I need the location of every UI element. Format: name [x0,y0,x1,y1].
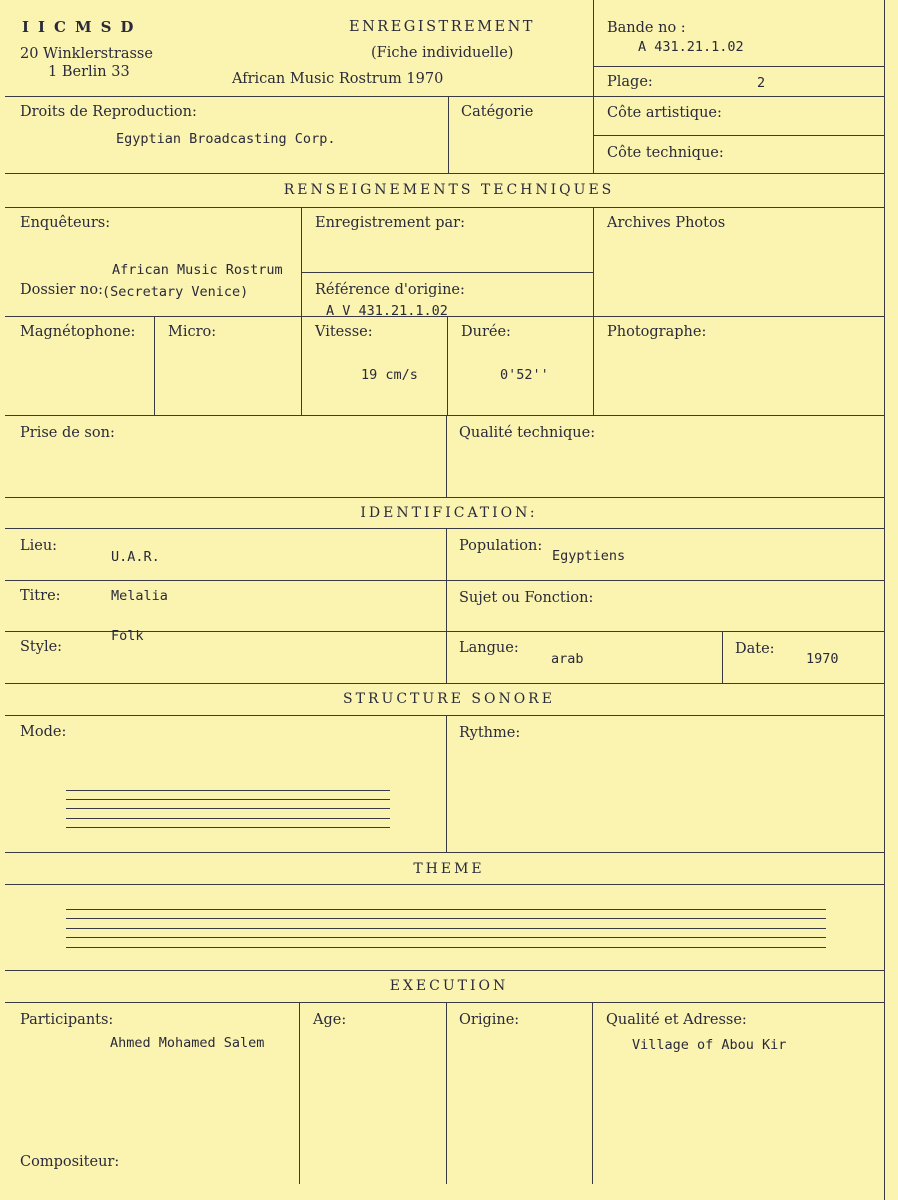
mode-staff-line-3 [66,808,390,809]
photographe-label: Photographe: [607,324,707,340]
tech-divider-1 [301,207,302,316]
mode-label: Mode: [20,724,67,740]
origine-label: Origine: [459,1012,520,1028]
theme-staff-line-3 [66,928,826,929]
execution-divider-2 [446,1002,447,1184]
vitesse-label: Vitesse: [315,324,373,340]
cote-artistique-label: Côte artistique: [607,105,722,121]
bande-value: A 431.21.1.02 [638,39,744,55]
execution-top-line [5,970,884,971]
duree-divider [447,316,448,415]
prise-divider [446,415,447,497]
langue-value: arab [551,651,584,667]
execution-heading: EXECUTION [389,978,509,994]
bande-label: Bande no : [607,20,686,36]
enregistrement-par-label: Enregistrement par: [315,215,465,231]
micro-label: Micro: [168,324,217,340]
address-line-2: 1 Berlin 33 [48,64,130,80]
structure-heading-line [5,715,884,716]
date-value: 1970 [806,651,839,667]
plage-value: 2 [757,75,766,91]
lieu-label: Lieu: [20,538,58,554]
cote-divider [593,135,884,136]
header-divider [593,0,594,96]
identification-divider [446,528,447,683]
lieu-value: U.A.R. [111,549,160,565]
qualite-adresse-value: Village of Abou Kir [632,1037,787,1053]
structure-divider [446,715,447,852]
participants-value: Ahmed Mohamed Salem [110,1035,265,1051]
reference-divider [301,272,593,273]
date-label: Date: [735,641,775,657]
enqueteurs-label: Enquêteurs: [20,215,111,231]
population-label: Population: [459,538,543,554]
rights-value: Egyptian Broadcasting Corp. [116,131,336,147]
dossier-value-line-1: African Music Rostrum [112,262,283,278]
reference-label: Référence d'origine: [315,282,465,298]
structure-heading: STRUCTURE SONORE [343,691,555,707]
prise-line [5,415,884,416]
theme-staff-line-4 [66,937,826,938]
qualite-technique-label: Qualité technique: [459,425,596,441]
theme-staff-line-1 [66,909,826,910]
dossier-value-line-2: (Secretary Venice) [102,284,249,300]
langue-label: Langue: [459,640,519,656]
identification-bottom-line [5,683,884,684]
plage-label: Plage: [607,74,653,90]
technical-heading: RENSEIGNEMENTS TECHNIQUES [283,182,615,198]
identification-heading: IDENTIFICATION: [360,505,538,521]
rights-label: Droits de Reproduction: [20,104,197,120]
categorie-label: Catégorie [461,104,534,120]
magneto-divider [154,316,155,415]
form-title: ENREGISTREMENT [349,19,535,35]
rights-bottom-line [5,173,884,174]
identification-top-line [5,497,884,498]
titre-label: Titre: [20,588,61,604]
tech-divider-2 [593,207,594,415]
mode-staff-line-4 [66,818,390,819]
reference-value: A V 431.21.1.02 [326,303,448,319]
vitesse-value: 19 cm/s [361,367,418,383]
magnetophone-label: Magnétophone: [20,324,136,340]
theme-heading-line [5,884,884,885]
mode-staff-line-2 [66,799,390,800]
compositeur-label: Compositeur: [20,1154,120,1170]
right-border [884,0,885,1200]
population-value: Egyptiens [552,548,626,564]
cote-technique-label: Côte technique: [607,145,724,161]
execution-heading-line [5,1002,884,1003]
lieu-line [5,580,884,581]
address-line-1: 20 Winklerstrasse [20,46,153,62]
style-label: Style: [20,639,63,655]
duree-value: 0'52'' [500,367,549,383]
event-name: African Music Rostrum 1970 [232,71,444,87]
org-logo: IICMSD [22,18,143,36]
duree-label: Durée: [461,324,511,340]
mode-staff-line-1 [66,790,390,791]
archives-photos-label: Archives Photos [607,215,726,231]
theme-staff-line-2 [66,918,826,919]
tech-heading-line [5,207,884,208]
prise-de-son-label: Prise de son: [20,425,115,441]
rights-divider-1 [448,96,449,173]
style-value: Folk [111,628,144,644]
participants-label: Participants: [20,1012,114,1028]
age-label: Age: [313,1012,347,1028]
execution-divider-1 [299,1002,300,1184]
titre-value: Melalia [111,588,168,604]
qualite-adresse-label: Qualité et Adresse: [606,1012,747,1028]
theme-top-line [5,852,884,853]
theme-staff-line-5 [66,947,826,948]
header-bottom-line [5,96,884,97]
form-subtitle: (Fiche individuelle) [371,45,514,61]
mode-staff-line-5 [66,827,390,828]
identification-heading-line [5,528,884,529]
sujet-label: Sujet ou Fonction: [459,590,594,606]
bande-plage-divider [593,66,884,67]
dossier-label: Dossier no: [20,282,103,298]
theme-heading: THEME [413,861,485,877]
execution-divider-3 [592,1002,593,1184]
date-divider [722,631,723,683]
rythme-label: Rythme: [459,725,521,741]
vitesse-divider [301,316,302,415]
